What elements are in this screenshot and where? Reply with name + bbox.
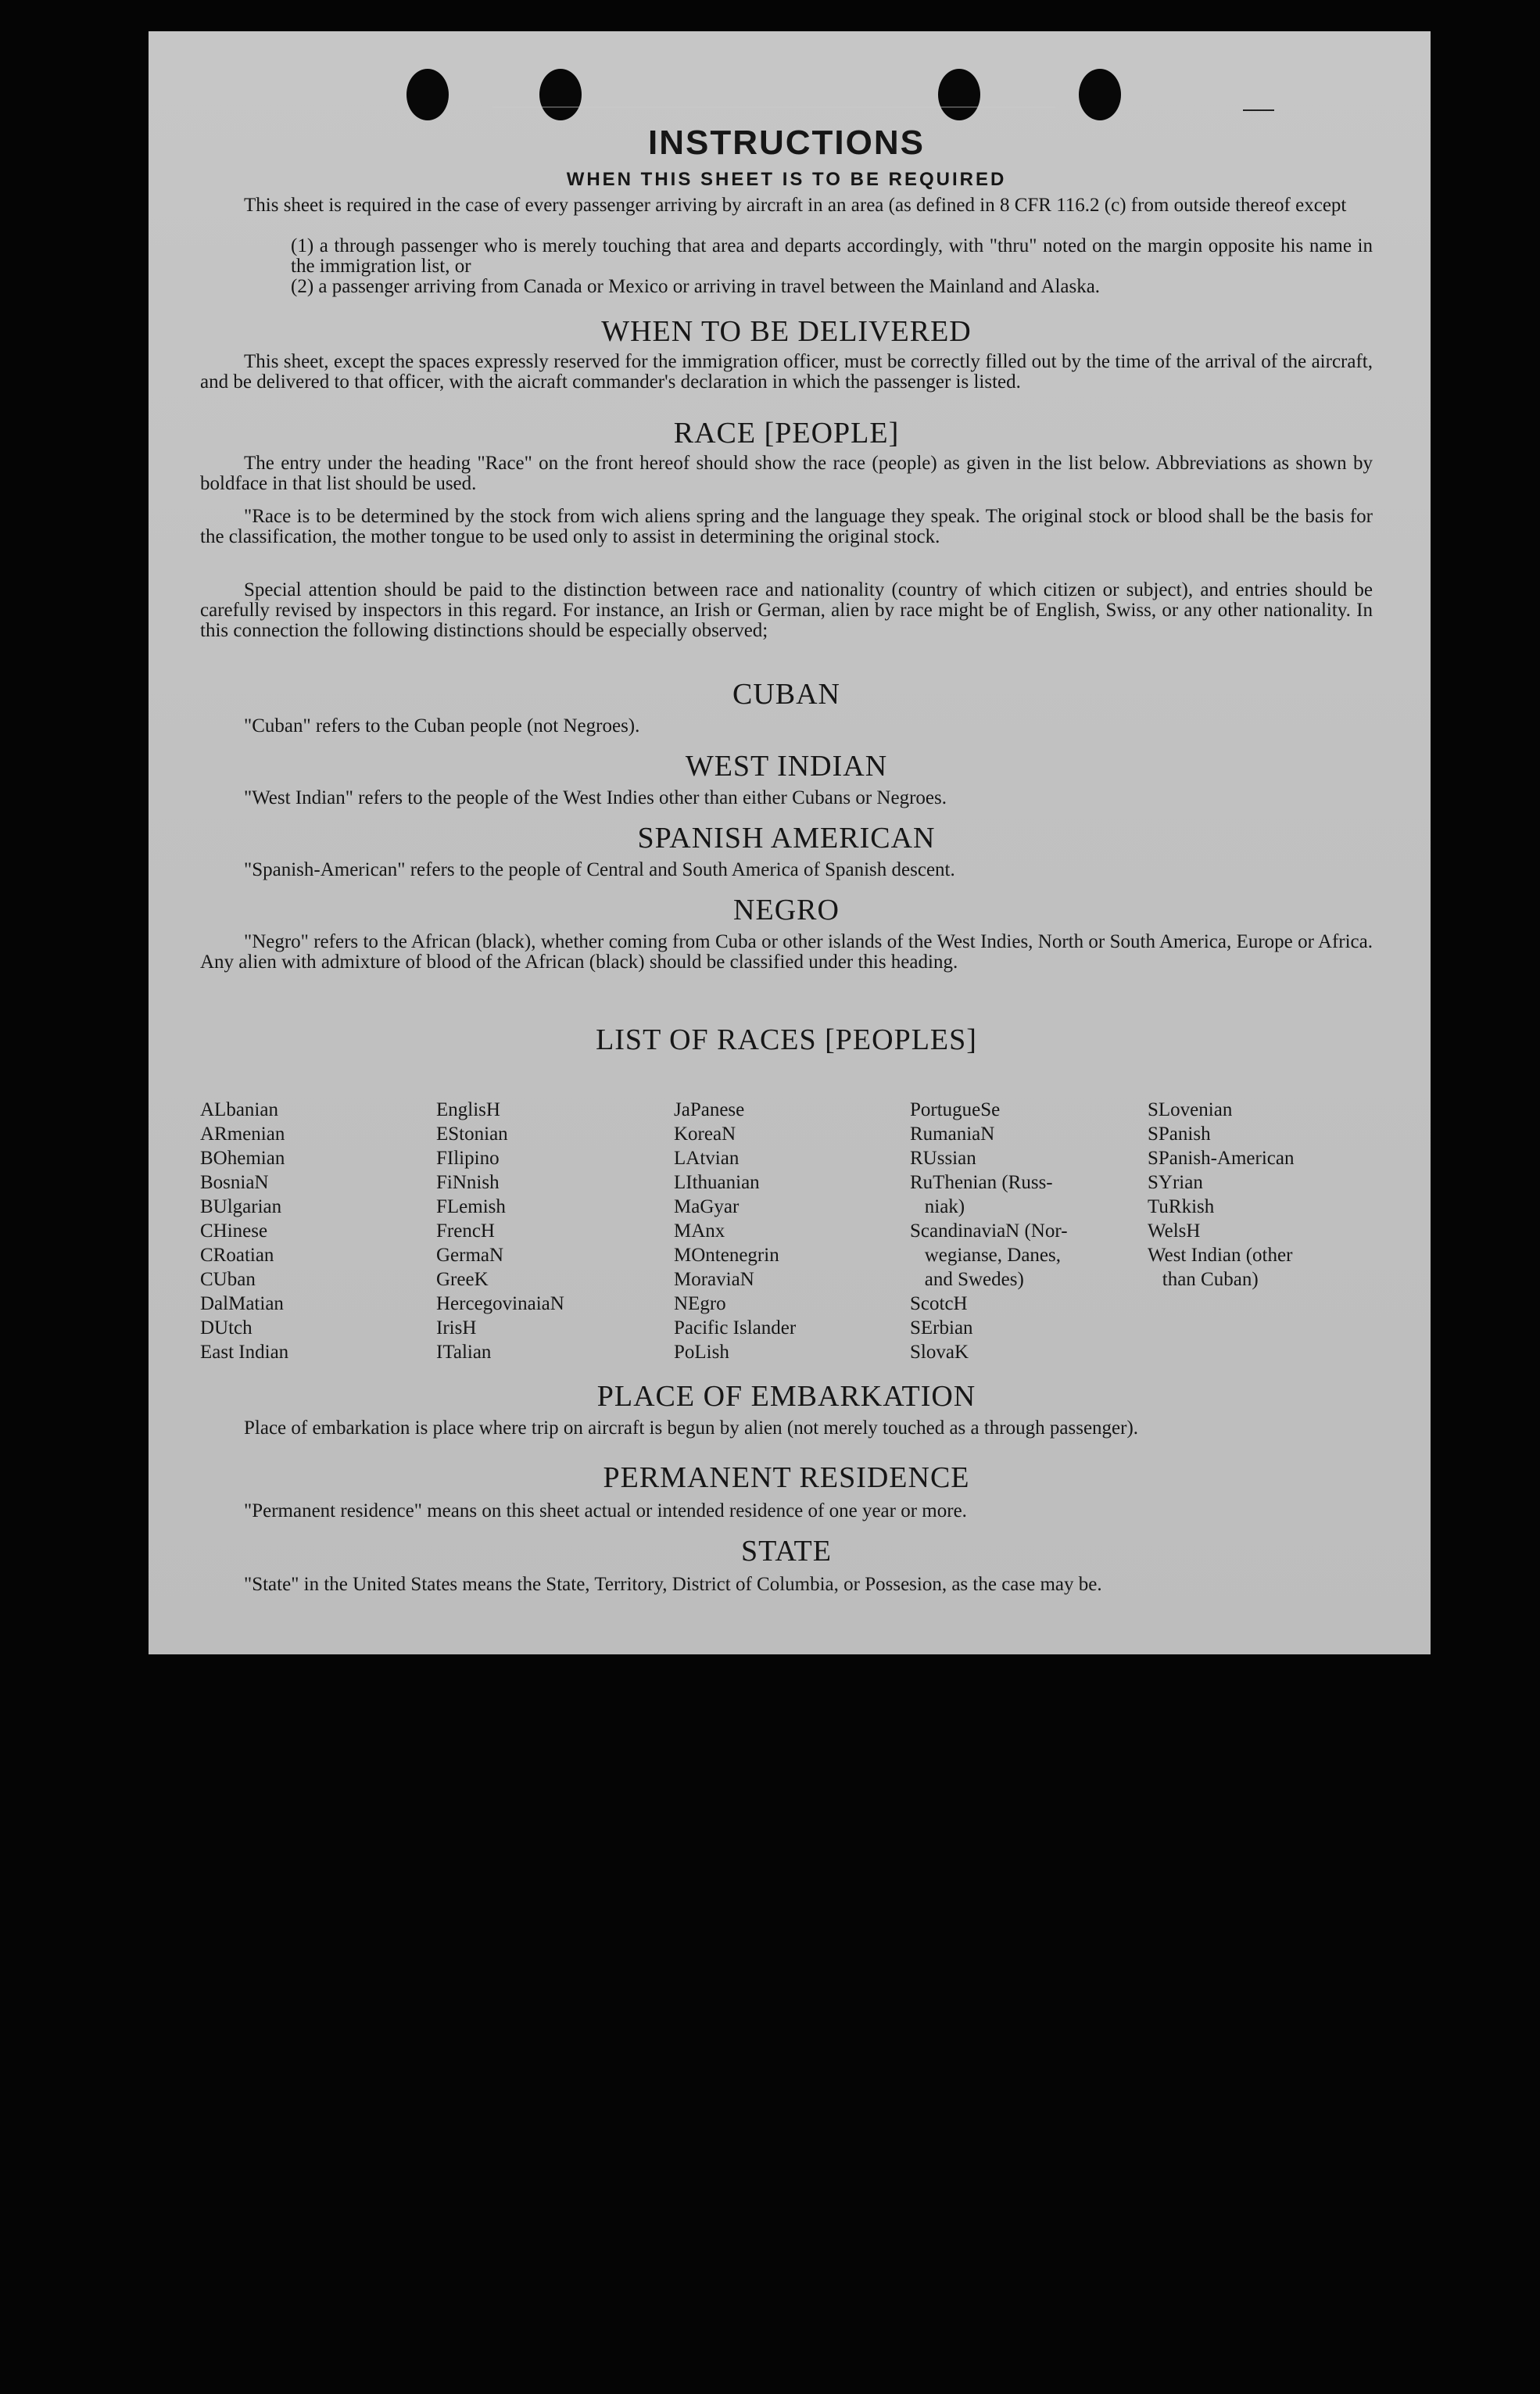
punch-hole	[938, 69, 980, 120]
race-item: MAnx	[674, 1220, 725, 1242]
race-item: ScandinaviaN (Nor-	[910, 1220, 1068, 1242]
section-title-west-indian: WEST INDIAN	[685, 750, 888, 783]
race-item: HercegovinaiaN	[436, 1293, 564, 1314]
race-item: KoreaN	[674, 1124, 736, 1145]
section-title-state: STATE	[741, 1535, 832, 1568]
race-item: FIlipino	[436, 1148, 500, 1169]
race-item: PortugueSe	[910, 1099, 1001, 1120]
punch-hole	[406, 69, 449, 120]
race-item: CRoatian	[200, 1245, 274, 1266]
section-title-delivered: WHEN TO BE DELIVERED	[601, 315, 972, 348]
pen-mark	[1243, 109, 1274, 111]
delivered-text: This sheet, except the spaces expressly reserved for the immigration officer, must be correctly filled out by the time of the arrival of the aircraft, and be delivered to that officer, with the aicraft commander's declaration in which the passenger is listed.	[200, 351, 1373, 392]
race-item: MOntenegrin	[674, 1245, 779, 1266]
race-item: LAtvian	[674, 1148, 740, 1169]
race-item: ITalian	[436, 1342, 492, 1363]
negro-text: "Negro" refers to the African (black), whether coming from Cuba or other islands of the West Indies, North or South America, Europe or Africa. Any alien with admixture of blood of the African (black) should be classified under this heading.	[200, 931, 1373, 973]
race-item: BosniaN	[200, 1172, 269, 1193]
race-item: Pacific Islander	[674, 1317, 797, 1339]
race-item: MaGyar	[674, 1196, 740, 1217]
west-indian-text: "West Indian" refers to the people of the West Indies other than either Cubans or Negroes.	[244, 787, 947, 808]
section-title-spanish-american: SPANISH AMERICAN	[637, 822, 936, 855]
race-item: LIthuanian	[674, 1172, 760, 1193]
race-item: FrencH	[436, 1220, 495, 1242]
race-item: SPanish-American	[1148, 1148, 1295, 1169]
race-item: FLemish	[436, 1196, 506, 1217]
race-item: and Swedes)	[910, 1269, 1024, 1290]
races-column-3	[674, 1098, 796, 1364]
section-title-residence: PERMANENT RESIDENCE	[603, 1461, 970, 1494]
races-column-5	[1148, 1098, 1294, 1292]
race-item: niak)	[910, 1196, 965, 1217]
section-title-embarkation: PLACE OF EMBARKATION	[596, 1380, 976, 1413]
race-item: DUtch	[200, 1317, 252, 1339]
page-subtitle: WHEN THIS SHEET IS TO BE REQUIRED	[566, 169, 1007, 190]
race-item: JaPanese	[674, 1099, 745, 1120]
race-item: EnglisH	[436, 1099, 500, 1120]
state-text: "State" in the United States means the State, Territory, District of Columbia, or Possesion, as the case may be.	[244, 1574, 1102, 1595]
race-item: CHinese	[200, 1220, 268, 1242]
race-paragraph-3: Special attention should be paid to the distinction between race and nationality (country of which citizen or subject), and entries should be carefully revised by inspectors in this regard. For instance, an Irish or German, alien by race might be of English, Swiss, or any other nationality. In this connection the following distinctions should be especially observed;	[200, 579, 1373, 641]
races-column-4	[910, 1098, 1068, 1364]
punch-hole	[539, 69, 582, 120]
embarkation-text: Place of embarkation is place where trip on aircraft is begun by alien (not merely touched as a through passenger).	[244, 1417, 1139, 1439]
race-item: ARmenian	[200, 1124, 285, 1145]
race-item: than Cuban)	[1148, 1269, 1259, 1290]
race-item: RumaniaN	[910, 1124, 995, 1145]
race-item: West Indian (other	[1148, 1245, 1293, 1266]
race-item: East Indian	[200, 1342, 289, 1363]
races-list	[200, 1098, 1373, 1379]
section-title-cuban: CUBAN	[732, 678, 841, 711]
section-title-list-of-races: LIST OF RACES [PEOPLES]	[596, 1023, 977, 1056]
race-item: ALbanian	[200, 1099, 278, 1120]
section-title-race: RACE [PEOPLE]	[673, 417, 900, 450]
race-item: DalMatian	[200, 1293, 284, 1314]
race-item: SPanish	[1148, 1124, 1211, 1145]
bleed-through-line	[492, 106, 1055, 108]
race-item: NEgro	[674, 1293, 726, 1314]
race-item: RuThenian (Russ-	[910, 1172, 1053, 1193]
section-title-negro: NEGRO	[733, 894, 840, 926]
race-item: GermaN	[436, 1245, 504, 1266]
race-item: MoraviaN	[674, 1269, 754, 1290]
race-item: SlovaK	[910, 1342, 969, 1363]
required-intro: This sheet is required in the case of every passenger arriving by aircraft in an area (as defined in 8 CFR 116.2 (c) from outside thereof except	[244, 195, 1347, 216]
race-item: IrisH	[436, 1317, 477, 1339]
exception-1: (1) a through passenger who is merely touching that area and departs accordingly, with "thru" noted on the margin opposite his name in the immigration list, or	[291, 235, 1373, 277]
cuban-text: "Cuban" refers to the Cuban people (not Negroes).	[244, 715, 640, 736]
race-paragraph-1: The entry under the heading "Race" on the front hereof should show the race (people) as given in the list below. Abbreviations as shown by boldface in that list should be used.	[200, 453, 1373, 494]
race-item: PoLish	[674, 1342, 729, 1363]
spanish-american-text: "Spanish-American" refers to the people of Central and South America of Spanish descent.	[244, 859, 955, 880]
exception-2: (2) a passenger arriving from Canada or Mexico or arriving in travel between the Mainland and Alaska.	[291, 276, 1101, 297]
race-item: SErbian	[910, 1317, 973, 1339]
race-item: BOhemian	[200, 1148, 285, 1169]
race-item: ScotcH	[910, 1293, 968, 1314]
race-item: WelsH	[1148, 1220, 1201, 1242]
residence-text: "Permanent residence" means on this sheet actual or intended residence of one year or more.	[244, 1500, 967, 1521]
race-item: FiNnish	[436, 1172, 500, 1193]
race-item: SLovenian	[1148, 1099, 1233, 1120]
race-item: SYrian	[1148, 1172, 1203, 1193]
punch-hole	[1079, 69, 1121, 120]
document-sheet	[149, 31, 1431, 1654]
race-item: CUban	[200, 1269, 256, 1290]
race-item: EStonian	[436, 1124, 508, 1145]
race-item: TuRkish	[1148, 1196, 1215, 1217]
race-item: RUssian	[910, 1148, 976, 1169]
race-item: BUlgarian	[200, 1196, 282, 1217]
page-title: INSTRUCTIONS	[648, 124, 925, 162]
race-item: GreeK	[436, 1269, 489, 1290]
races-column-2	[436, 1098, 564, 1364]
race-item: wegianse, Danes,	[910, 1245, 1061, 1266]
race-paragraph-2: "Race is to be determined by the stock from wich aliens spring and the language they speak. The original stock or blood shall be the basis for the classification, the mother tongue to be used only to assist in determining the original stock.	[200, 506, 1373, 547]
races-column-1	[200, 1098, 288, 1364]
